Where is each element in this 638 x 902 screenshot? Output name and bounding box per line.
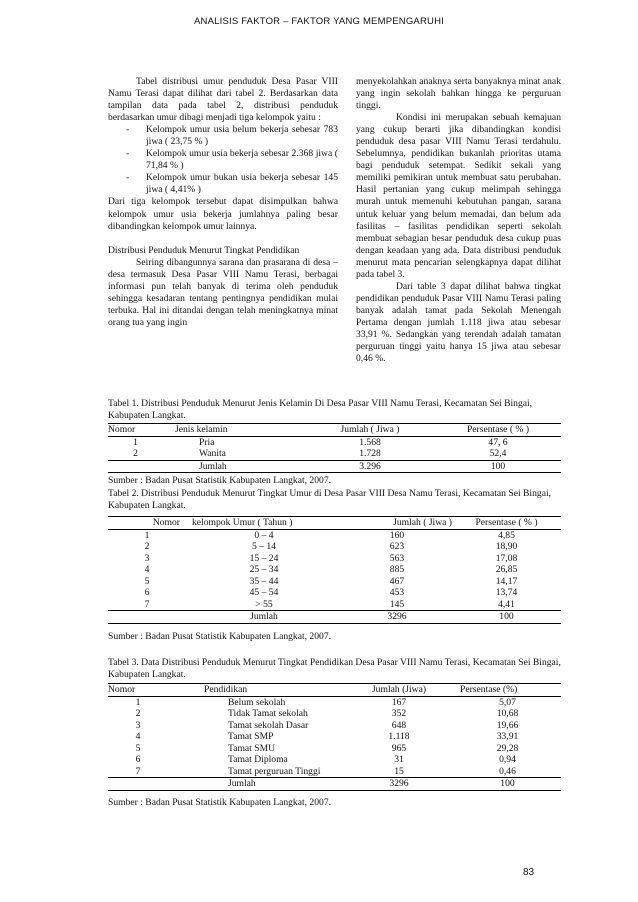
table-cell: 1.568 (359, 436, 381, 448)
table-cell: Tamat SMP (228, 731, 274, 742)
bullet-list (108, 124, 338, 196)
table-cell: Tamat SMU (228, 742, 276, 754)
table-cell: 1.728 (359, 448, 381, 459)
table-cell: 47, 6 (488, 436, 508, 448)
table2 (108, 516, 561, 624)
table-cell: 3296 (344, 778, 454, 791)
table1-source: Sumber : Badan Pusat Statistik Kabupaten Langkat, 2007. (108, 475, 332, 486)
table-cell: 453 (389, 587, 405, 598)
table3-label: Tabel 3. (108, 657, 139, 668)
table-cell: 0 – 4 (254, 529, 274, 541)
table-header: Persentase ( % ) (435, 424, 561, 437)
table-cell: 1 (133, 436, 138, 448)
table2-source: Sumber : Badan Pusat Statistik Kabupaten Langkat, 2007. (108, 631, 332, 642)
table1-caption-text: Distribusi Penduduk Menurut Jenis Kelamin Di Desa Pasar VIII Namu Terasi, Kecamatan Sei Bingai, Kabupaten Langkat. (108, 398, 533, 421)
table-cell: 10,68 (496, 708, 519, 719)
table-cell: 45 – 54 (249, 587, 279, 598)
table-cell: 7 (135, 765, 141, 777)
table-cell: 623 (389, 541, 405, 552)
table-cell: 5 (144, 575, 150, 587)
paragraph: Kondisi ini merupakan sebuah kemajuan yang cukup berarti jika dibandingkan kondisi penduduk desa pasar VIII Namu Terasi terdahulu. Sebelumnya, pendidikan bukanlah prioritas utama bagi penduduk setempat. Sedikit sekali yang memiliki pemikiran untuk membuat satu perubahan. Hasil pertanian yang cukup melimpah sehingga murah untuk memenuhi kebutuhan pangan, sarana untuk keluar yang belum memadai, dan belum ada fasilitas – fasilitas pendidikan seperti sekolah membuat sebagian besar penduduk desa cukup puas dengan keadaan yang ada. Data distribusi penduduk menurut mata pencarian selengkapnya dapat dilihat pada tabel 3. (356, 112, 561, 280)
table-total-row (108, 611, 561, 624)
table-cell: 965 (391, 742, 407, 754)
table-cell: 4,41 (498, 598, 515, 610)
table-cell: 352 (391, 708, 407, 719)
table-cell: > 55 (255, 598, 273, 610)
table-cell: 3 (144, 552, 150, 564)
table-cell: 3296 (342, 611, 452, 624)
table-cell: 648 (391, 719, 407, 731)
table-cell: 31 (394, 754, 404, 765)
list-item: - Kelompok umur usia bekerja sebesar 2.368 jiwa ( 71,84 % ) (108, 148, 338, 172)
table-row (108, 553, 561, 565)
table-cell: Tidak Tamat sekolah (228, 708, 308, 719)
table-row (108, 448, 561, 460)
table-row (108, 696, 561, 708)
table-header: Pendidikan (168, 684, 344, 697)
table-row (108, 529, 561, 541)
running-header: ANALISIS FAKTOR – FAKTOR YANG MEMPENGARUHI (193, 16, 444, 27)
table-cell: 0,46 (499, 765, 516, 777)
table-header: Nomor (108, 424, 163, 437)
table-cell: 563 (389, 552, 405, 564)
table-cell: 4 (144, 564, 150, 575)
table3-source: Sumber : Badan Pusat Statistik Kabupaten Langkat, 2007. (108, 797, 332, 808)
table-row (108, 564, 561, 576)
table-cell: 1 (144, 529, 150, 541)
table2-caption-text: Distribusi Penduduk Menurut Tingkat Umur di Desa Pasar VIII Desa Namu Terasi, Kecamatan Sei Bingai, Kabupaten Langkat. (108, 488, 552, 511)
table-cell: 6 (135, 754, 141, 765)
table-cell: 26,85 (495, 564, 518, 575)
table-cell: Jumlah (163, 460, 305, 473)
table-cell: 100 (452, 611, 561, 624)
table-cell: 2 (133, 448, 138, 459)
table-cell: 19,66 (496, 719, 519, 731)
left-column (108, 76, 338, 329)
table-cell: Jumlah (168, 778, 344, 791)
section-heading: Distribusi Penduduk Menurut Tingkat Pendidikan (108, 244, 300, 256)
table-cell: 25 – 34 (249, 564, 279, 575)
table-total-row (108, 778, 561, 791)
table-cell: 3.296 (305, 460, 435, 473)
table-header: Nomor (108, 684, 168, 697)
table-cell: 100 (435, 460, 561, 473)
table-cell: 100 (454, 778, 561, 791)
table-cell: 0,94 (499, 754, 516, 765)
table-cell: 33,91 (496, 731, 519, 742)
table-row (108, 720, 561, 732)
table-cell: 29,28 (496, 742, 519, 754)
table-total-row (108, 460, 561, 473)
table-row (108, 754, 561, 766)
table-header: Jumlah (Jiwa) (344, 684, 454, 697)
right-column (356, 76, 561, 365)
table-cell: Tamat perguruan Tinggi (228, 765, 321, 777)
table-cell: 17,08 (495, 552, 518, 564)
table-cell: 13,74 (495, 587, 518, 598)
table-row (108, 766, 561, 778)
list-item: - Kelompok umur usia belum bekerja sebesar 783 jiwa ( 23,75 % ) (108, 124, 338, 148)
table3 (108, 683, 561, 791)
table-cell (108, 611, 186, 624)
table-header: kelompok Umur ( Tahun ) (186, 517, 342, 530)
table2-caption (108, 488, 561, 512)
table-cell: 4 (135, 731, 141, 742)
paragraph: Dari tiga kelompok tersebut dapat disimpulkan bahwa kelompok umur usia bekerja jumlahnya paling besar dibandingkan kelompok umur lainnya. (108, 196, 338, 232)
table-cell: 167 (391, 696, 407, 708)
paragraph: menyekolahkan anaknya serta banyaknya minat anak yang ingin sekolah bahkan hingga ke perguruan tinggi. (356, 76, 561, 112)
paragraph: Seiring dibangunnya sarana dan prasarana di desa – desa termasuk Desa Pasar VIII Namu Terasi, berbagai informasi pun telah banyak di terima oleh penduduk sehingga kesadaran tentang pentingnya pendidikan mulai terbuka. Hal ini ditandai dengan telah meningkatnya minat orang tua yang ingin (108, 256, 338, 328)
table-cell: 885 (389, 564, 405, 575)
table-header: Jumlah ( Jiwa ) (305, 424, 435, 437)
table-header: Jenis kelamin (163, 424, 305, 437)
table-cell: 15 (394, 765, 404, 777)
table-cell: 52,4 (489, 448, 507, 459)
table-row (108, 436, 561, 448)
table1-label: Tabel 1. (108, 398, 139, 409)
table-cell: 3 (135, 719, 141, 731)
table-row (108, 743, 561, 755)
table-row (108, 708, 561, 720)
table-header: Jumlah ( Jiwa ) (342, 517, 452, 530)
list-item: - Kelompok umur bukan usia bekerja sebesar 145 jiwa ( 4,41% ) (108, 172, 338, 196)
table1-caption (108, 398, 561, 422)
table-row (108, 541, 561, 553)
table-header: Nomor (108, 517, 186, 530)
table-cell: 2 (144, 541, 150, 552)
table3-caption (108, 657, 561, 681)
table-cell: Tamat sekolah Dasar (228, 719, 309, 731)
table-cell: 1.118 (388, 731, 410, 742)
table-row (108, 599, 561, 611)
table-cell: 15 – 24 (249, 552, 279, 564)
table-cell (108, 778, 168, 791)
paragraph: Tabel distribusi umur penduduk Desa Pasar VIII Namu Terasi dapat dilihat dari tabel 2. Berdasarkan data tampilan data pada tabel 2, distribusi penduduk berdasarkan umur dibagi menjadi tiga kelompok yaitu : (108, 76, 338, 124)
table-cell: 5,07 (499, 696, 516, 708)
table-cell: 5 – 14 (252, 541, 276, 552)
table-cell: 1 (135, 696, 141, 708)
table-cell: 160 (389, 529, 405, 541)
table-header: Persentase (%) (454, 684, 561, 697)
table-cell: 4,85 (498, 529, 515, 541)
table2-label: Tabel 2. (108, 488, 139, 499)
table-cell (108, 460, 163, 473)
table-header: Persentase ( % ) (452, 517, 561, 530)
table1 (108, 423, 561, 473)
table-cell: Belum sekolah (228, 696, 286, 708)
table3-caption-text: Data Distribusi Penduduk Menurut Tingkat Pendidikan Desa Pasar VIII Namu Terasi, Kecamatan Sei Bingai, Kabupaten Langkat. (108, 657, 561, 680)
table-cell: 18,90 (495, 541, 518, 552)
table-row (108, 576, 561, 588)
table-cell: 6 (144, 587, 150, 598)
table-row (108, 731, 561, 743)
table-cell: 35 – 44 (249, 575, 279, 587)
table-cell: 467 (389, 575, 405, 587)
table-cell: 14,17 (495, 575, 518, 587)
paragraph: Dari table 3 dapat dilihat bahwa tingkat pendidikan penduduk Pasar VIII Namu Terasi paling banyak adalah tamat pada Sekolah Menengah Pertama dengan jumlah 1.118 jiwa atau sebesar 33,91 %. Sedangkan yang terendah adalah tamatan perguruan tinggi yaitu hanya 15 jiwa atau sebesar 0,46 %. (356, 280, 561, 365)
table-cell: 7 (144, 598, 150, 610)
page-number: 83 (523, 867, 535, 878)
table-cell: Jumlah (186, 611, 342, 624)
table-cell: Tamat Diploma (228, 754, 288, 765)
table-cell: Pria (199, 436, 215, 448)
table-cell: 5 (135, 742, 141, 754)
table-cell: 2 (135, 708, 141, 719)
table-cell: Wanita (199, 448, 226, 459)
table-cell: 145 (389, 598, 405, 610)
table-row (108, 587, 561, 599)
